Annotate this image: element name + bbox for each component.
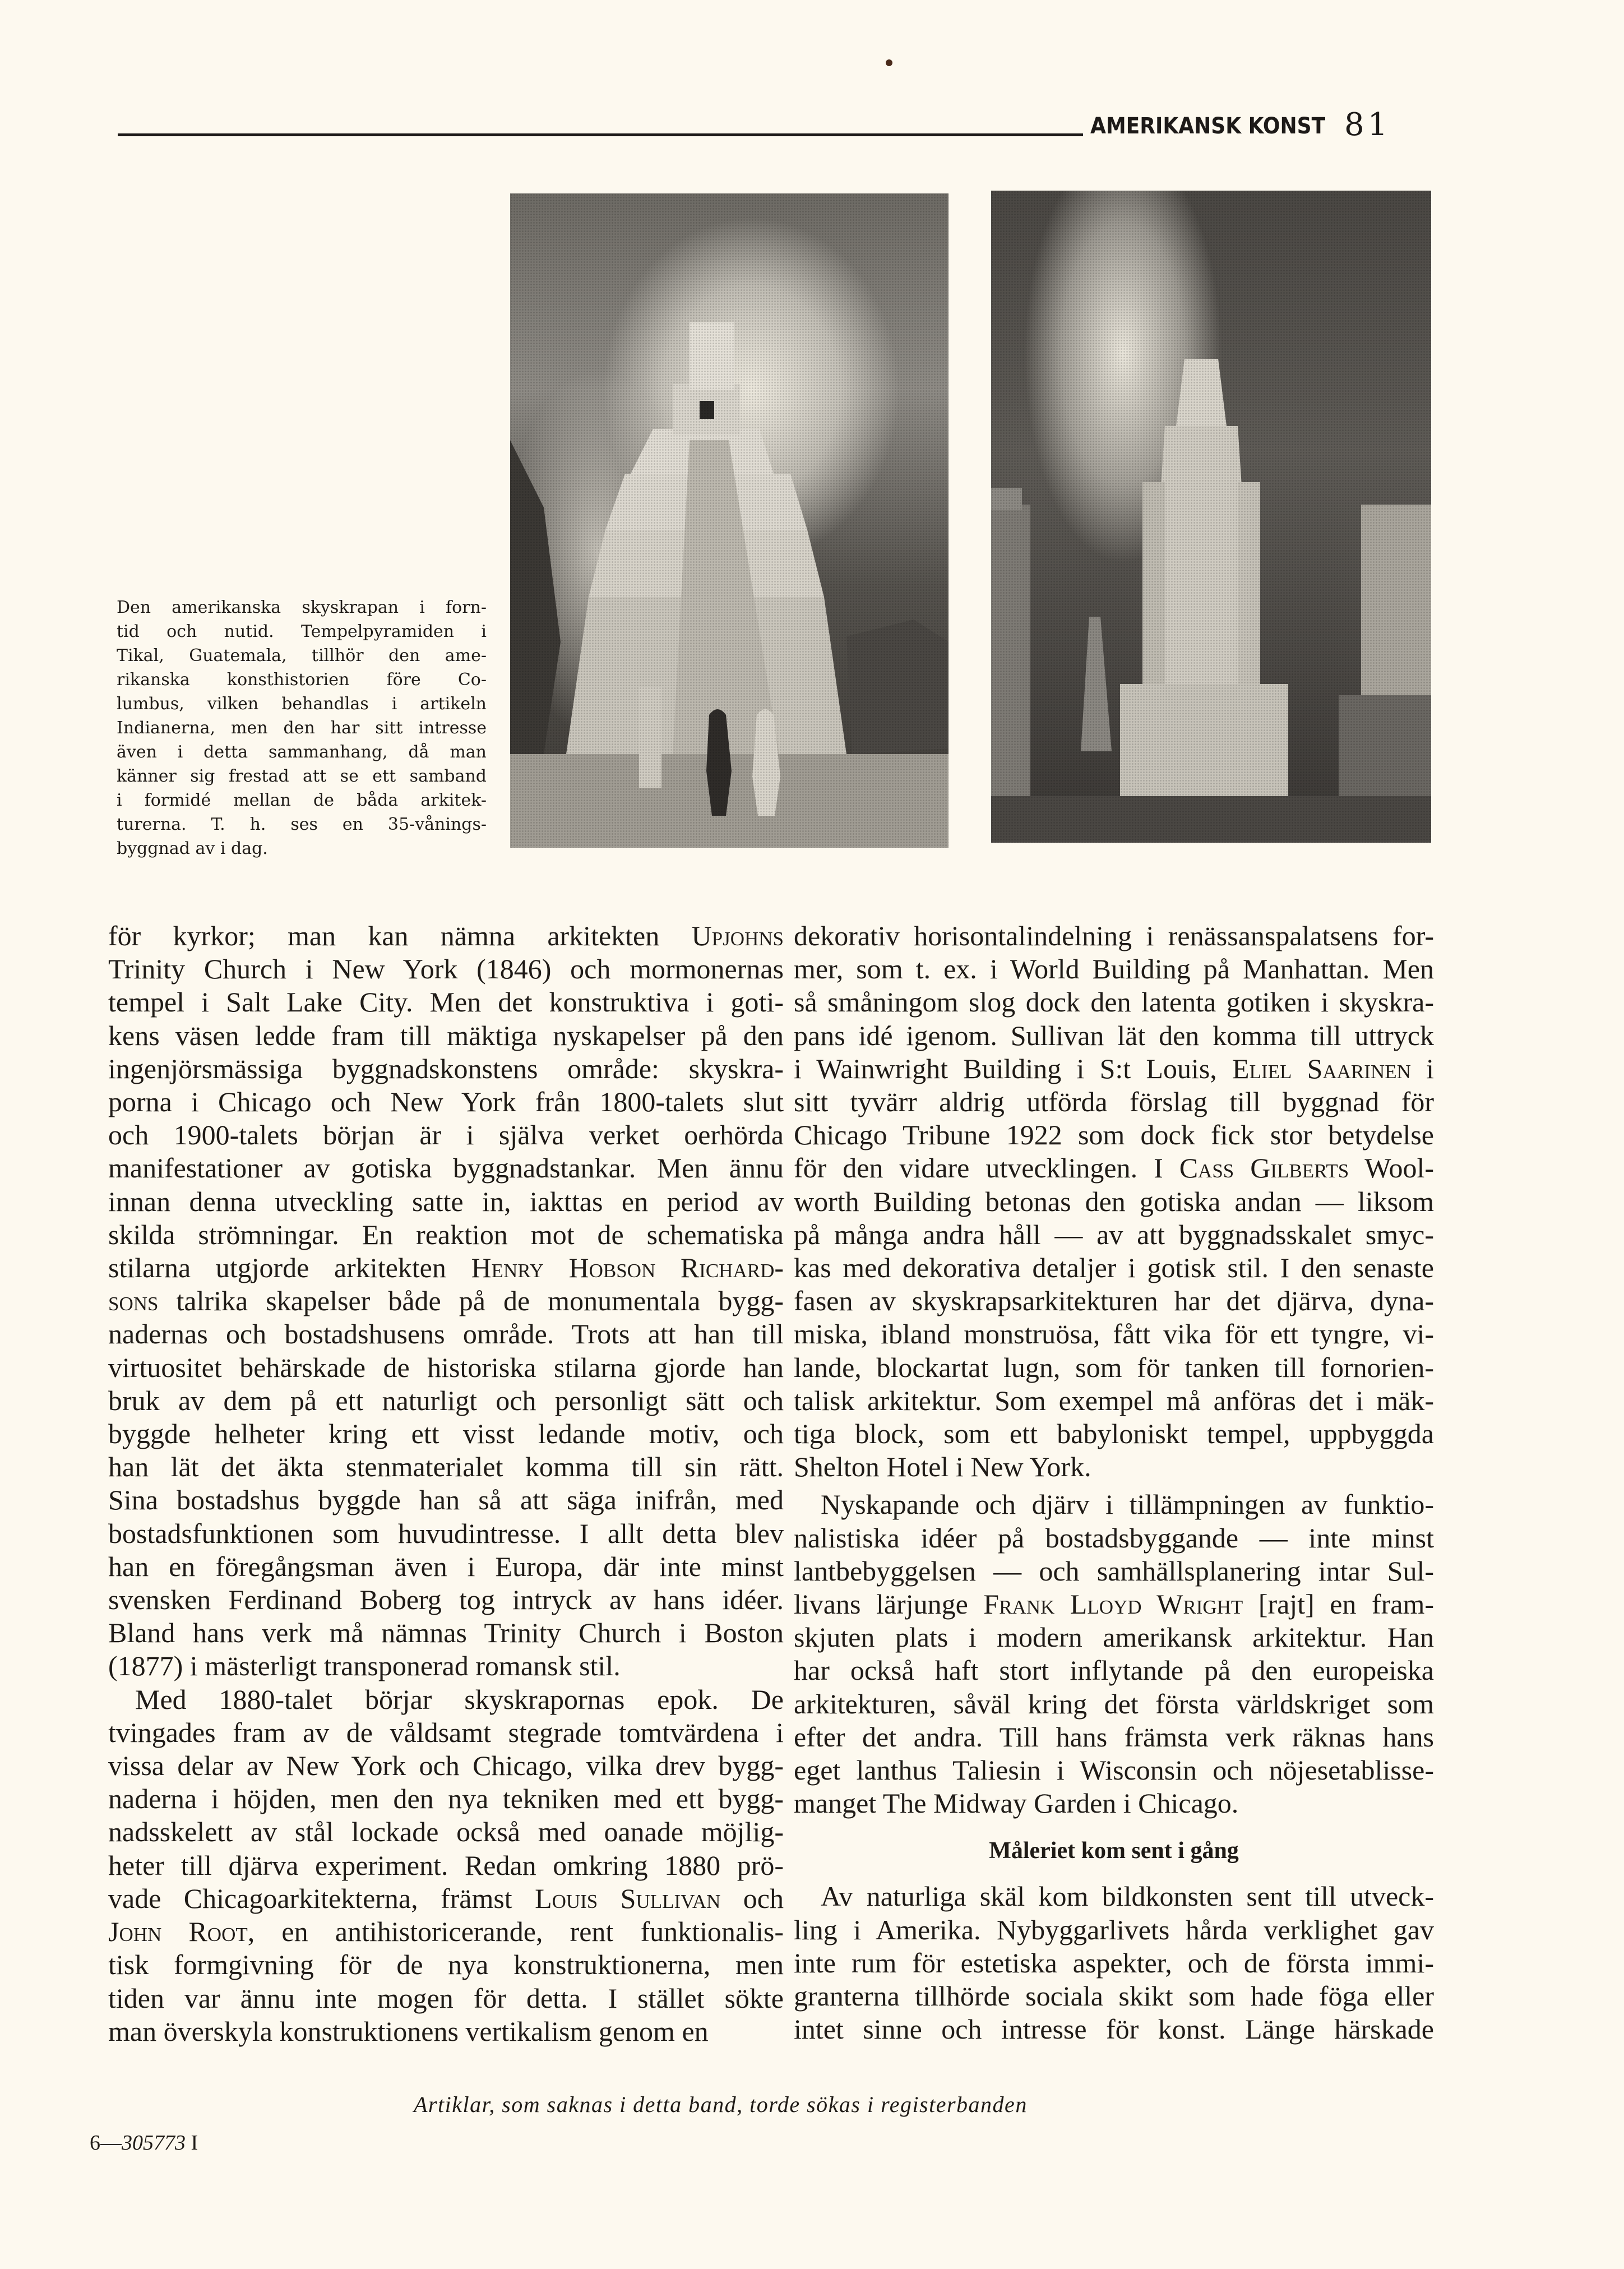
text-line xyxy=(794,1688,1434,1721)
text-run: byggde helheter kring ett visst ledande motiv, och xyxy=(108,1418,784,1450)
text-run: inte rum för estetiska aspekter, och de första immi- xyxy=(794,1947,1434,1979)
text-line xyxy=(794,1488,1434,1521)
caption-line: lumbus, vilken behandlas i artikeln xyxy=(117,694,487,714)
halftone-texture xyxy=(510,193,949,848)
text-line xyxy=(108,1782,784,1815)
caption-line: Den amerikanska skyskrapan i forn- xyxy=(117,598,487,617)
text-run: man överskyla konstruktionens vertikalism genom en xyxy=(108,2015,709,2047)
text-line xyxy=(108,1152,784,1185)
text-run: skilda strömningar. En reaktion mot de schematiska xyxy=(108,1218,784,1250)
figure-caption xyxy=(117,595,487,861)
caption-line: rikanska konsthistorien före Co- xyxy=(117,670,487,690)
text-run: Av naturliga skäl kom bildkonsten sent till utveck- xyxy=(821,1880,1434,1912)
text-line xyxy=(108,1417,784,1450)
signature-number: 305773 xyxy=(122,2131,186,2155)
text-line xyxy=(794,986,1434,1019)
text-line xyxy=(108,1185,784,1218)
text-column-left xyxy=(108,919,784,2048)
text-line xyxy=(108,1119,784,1152)
text-run: kens väsen ledde fram till mäktiga nyskapelser på den xyxy=(108,1019,784,1051)
text-run: granterna tillhörde sociala skikt som hade föga eller xyxy=(794,1980,1434,2012)
text-line xyxy=(108,1583,784,1616)
running-title: AMERIKANSK KONST xyxy=(1090,113,1326,139)
text-line xyxy=(108,1517,784,1550)
text-line xyxy=(794,1555,1434,1588)
text-run: Bland hans verk må nämnas Trinity Church i Boston xyxy=(108,1617,784,1649)
text-line xyxy=(108,2015,784,2048)
text-run: ingenjörsmässiga byggnadskonstens område: skyskra- xyxy=(108,1052,784,1084)
caption-line: i formidé mellan de båda arkitek- xyxy=(117,791,487,810)
text-line xyxy=(108,1484,784,1517)
text-run: svensken Ferdinand Boberg tog intryck av hans idéer. xyxy=(108,1584,784,1616)
text-line xyxy=(108,1550,784,1583)
text-run: sitt tyvärr aldrig utförda förslag till byggnad för xyxy=(794,1086,1434,1118)
proper-name-small-caps: John Root xyxy=(108,1916,248,1948)
proper-name-small-caps: Eliel Saarinen xyxy=(1232,1052,1411,1084)
text-run: heter till djärva experiment. Redan omkring 1880 prö- xyxy=(108,1849,784,1881)
text-line xyxy=(794,1218,1434,1251)
text-column-right xyxy=(794,919,1434,2046)
page-number: 81 xyxy=(1344,107,1391,143)
section-subheading: Måleriet kom sent i gång xyxy=(989,1838,1239,1864)
text-run: Med 1880-talet börjar skyskrapornas epok. De xyxy=(135,1683,784,1715)
text-line xyxy=(794,1787,1434,1820)
figure-tikal-temple-pyramid xyxy=(510,193,949,848)
proper-name-small-caps: Louis Sullivan xyxy=(535,1882,721,1914)
halftone-texture xyxy=(991,191,1431,843)
text-run: virtuositet behärskade de historiska stilarna gjorde han xyxy=(108,1351,784,1383)
text-line xyxy=(108,1749,784,1782)
text-run: på många andra håll — av att byggnadsskalet smyc- xyxy=(794,1218,1434,1250)
header-rule xyxy=(118,133,1083,136)
text-run: porna i Chicago och New York från 1800-talets slut xyxy=(108,1086,784,1118)
text-run: tempel i Salt Lake City. Men det konstruktiva i goti- xyxy=(108,986,784,1018)
text-line xyxy=(108,986,784,1019)
text-run: för kyrkor; man kan nämna arkitekten xyxy=(108,920,692,951)
text-run: Wool- xyxy=(1349,1152,1435,1184)
text-run: Trinity Church i New York (1846) och mormonernas xyxy=(108,953,784,985)
text-run: eget lanthus Taliesin i Wisconsin och nöjesetablisse- xyxy=(794,1754,1434,1786)
text-line xyxy=(794,1085,1434,1119)
proper-name-small-caps: Frank Lloyd Wright xyxy=(983,1588,1243,1620)
text-line xyxy=(108,1948,784,1981)
text-line xyxy=(794,1880,1434,1913)
text-run: nadsskelett av stål lockade också med oanade möjlig- xyxy=(108,1816,784,1848)
text-line xyxy=(108,1982,784,2015)
text-run: och 1900-talets början är i själva verket oerhörda xyxy=(108,1119,784,1151)
text-run: Nyskapande och djärv i tillämpningen av funktio- xyxy=(821,1489,1434,1521)
text-line xyxy=(108,1450,784,1484)
text-run: så småningom slog dock den latenta gotiken i skyskra- xyxy=(794,986,1434,1018)
text-run: [rajt] en fram- xyxy=(1243,1588,1435,1620)
text-run: skjuten plats i modern amerikansk arkitektur. Han xyxy=(794,1621,1434,1653)
text-run: naderna i höjden, men den nya tekniken med ett bygg- xyxy=(108,1783,784,1815)
text-run: manifestationer av gotiska byggnadstankar. Men ännu xyxy=(108,1152,784,1184)
text-run: efter det andra. Till hans främsta verk räknas hans xyxy=(794,1721,1434,1753)
text-run: talrika skapelser både på de monumentala bygg- xyxy=(158,1285,784,1317)
text-line xyxy=(794,1019,1434,1052)
text-run: miska, ibland monstruösa, fått vika för ett tyngre, vi- xyxy=(794,1318,1434,1350)
ink-speck xyxy=(886,59,892,66)
caption-line: tid och nutid. Tempelpyramiden i xyxy=(117,622,487,641)
proper-name-small-caps: Henry Hobson Richard- xyxy=(471,1252,784,1284)
text-run: talisk arkitektur. Som exempel må anföras det i mäk- xyxy=(794,1384,1434,1416)
text-run: Sina bostadshus byggde han så att säga inifrån, med xyxy=(108,1484,784,1516)
text-line xyxy=(794,1721,1434,1754)
caption-line: Tikal, Guatemala, tillhör den ame- xyxy=(117,646,487,666)
text-run: i Wainwright Building i S:t Louis, xyxy=(794,1052,1233,1084)
text-run: och xyxy=(720,1882,784,1914)
text-run: tvingades fram av de våldsamt stegrade tomtvärdena i xyxy=(108,1716,784,1748)
proper-name-small-caps: sons xyxy=(108,1285,159,1317)
text-line xyxy=(794,919,1434,953)
text-run: intet sinne och intresse för konst. Länge härskade xyxy=(794,2013,1434,2045)
text-line xyxy=(794,1417,1434,1450)
text-line xyxy=(108,1849,784,1882)
text-line xyxy=(794,1980,1434,2013)
caption-line: även i detta sammanhang, då man xyxy=(117,742,487,762)
text-line xyxy=(108,1351,784,1384)
text-run: han en föregångsman även i Europa, där inte minst xyxy=(108,1550,784,1582)
text-run: för den vidare utvecklingen. I xyxy=(794,1152,1179,1184)
text-run: manget The Midway Garden i Chicago. xyxy=(794,1787,1239,1819)
text-line xyxy=(108,1019,784,1052)
text-run: lantbebyggelsen — och samhällsplanering intar Sul- xyxy=(794,1555,1434,1587)
caption-line: känner sig frestad att se ett samband xyxy=(117,766,487,786)
text-line xyxy=(794,1947,1434,1980)
text-line xyxy=(794,1251,1434,1284)
text-line xyxy=(108,1716,784,1749)
text-run: lande, blockartat lugn, som för tanken till fornorien- xyxy=(794,1351,1434,1383)
text-run: mer, som t. ex. i World Building på Manhattan. Men xyxy=(794,953,1434,985)
text-line xyxy=(794,1914,1434,1947)
text-run: han lät det äkta stenmaterialet komma till sin rätt. xyxy=(108,1451,784,1483)
text-run: pans idé igenom. Sullivan lät den komma till uttryck xyxy=(794,1019,1434,1051)
text-run: tisk formgivning för de nya konstruktionerna, men xyxy=(108,1949,784,1981)
text-run: Shelton Hotel i New York. xyxy=(794,1451,1091,1483)
text-line xyxy=(108,1318,784,1351)
text-line xyxy=(794,953,1434,986)
text-run: (1877) i mästerligt transponerad romansk stil. xyxy=(108,1650,621,1682)
text-run: innan denna utveckling satte in, iakttas en period av xyxy=(108,1185,784,1217)
text-line xyxy=(794,1351,1434,1384)
text-run: har också haft stort inflytande på den europeiska xyxy=(794,1655,1434,1686)
caption-line: Indianerna, men den har sitt intresse xyxy=(117,718,487,738)
text-line xyxy=(794,1621,1434,1654)
text-run: fasen av skyskrapsarkitekturen har det djärva, dyna- xyxy=(794,1285,1434,1317)
text-line xyxy=(794,1654,1434,1687)
text-line xyxy=(108,919,784,953)
caption-line: turerna. T. h. ses en 35-vånings- xyxy=(117,815,487,834)
text-run: bruk av dem på ett naturligt och personligt sätt och xyxy=(108,1384,784,1416)
text-line xyxy=(108,1085,784,1119)
text-run: nadernas och bostadshusens område. Trots att han till xyxy=(108,1318,784,1350)
text-line xyxy=(108,1915,784,1948)
signature-suffix: I xyxy=(186,2131,198,2155)
text-run: vade Chicagoarkitekterna, främst xyxy=(108,1882,535,1914)
text-line xyxy=(108,1882,784,1915)
text-line xyxy=(108,1683,784,1716)
text-line xyxy=(794,1384,1434,1417)
text-run: vissa delar av New York och Chicago, vilka drev bygg- xyxy=(108,1750,784,1782)
figure-modern-skyscraper xyxy=(991,191,1431,843)
printer-signature xyxy=(90,2131,198,2155)
text-line xyxy=(794,1588,1434,1621)
text-line xyxy=(108,1284,784,1318)
text-run: , en antihistoricerande, rent funktionalis- xyxy=(247,1916,784,1948)
text-line xyxy=(108,1616,784,1649)
text-line xyxy=(794,1052,1434,1085)
proper-name-small-caps: Upjohns xyxy=(691,920,784,951)
text-line xyxy=(794,1119,1434,1152)
text-line xyxy=(794,1152,1434,1185)
text-run: nalistiska idéer på bostadsbyggande — inte minst xyxy=(794,1522,1434,1554)
text-run: ling i Amerika. Nybyggarlivets hårda verklighet gav xyxy=(794,1914,1434,1945)
text-run: stilarna utgjorde arkitekten xyxy=(108,1252,471,1284)
text-run: kas med dekorativa detaljer i gotisk stil. I den senaste xyxy=(794,1252,1434,1284)
footer-note: Artiklar, som saknas i detta band, torde sökas i registerbanden xyxy=(414,2092,1028,2117)
proper-name-small-caps: Cass Gilberts xyxy=(1179,1152,1349,1184)
text-run: tiden var ännu inte mogen för detta. I stället sökte xyxy=(108,1982,784,2014)
section-paragraph xyxy=(794,1880,1434,2046)
text-line xyxy=(794,1185,1434,1218)
signature-prefix: 6— xyxy=(90,2131,122,2155)
text-run: worth Building betonas den gotiska andan — liksom xyxy=(794,1185,1434,1217)
text-run: bostadsfunktionen som huvudintresse. I allt detta blev xyxy=(108,1517,784,1549)
text-run: i xyxy=(1410,1052,1434,1084)
text-line xyxy=(108,1649,784,1683)
text-line xyxy=(794,1754,1434,1787)
text-line xyxy=(794,1318,1434,1351)
text-line xyxy=(794,2013,1434,2046)
text-line xyxy=(108,1384,784,1417)
text-run: dekorativ horisontalindelning i renässanspalatsens for- xyxy=(794,920,1434,951)
text-line xyxy=(108,1251,784,1284)
text-run: arkitekturen, såväl kring det första världskriget som xyxy=(794,1688,1434,1720)
text-line xyxy=(794,1284,1434,1318)
caption-line: byggnad av i dag. xyxy=(117,839,268,858)
text-line xyxy=(108,1218,784,1251)
text-run: Chicago Tribune 1922 som dock fick stor betydelse xyxy=(794,1119,1434,1151)
text-line xyxy=(108,953,784,986)
text-line xyxy=(108,1815,784,1849)
text-run: livans lärjunge xyxy=(794,1588,984,1620)
text-line xyxy=(794,1522,1434,1555)
text-line xyxy=(794,1450,1434,1484)
text-line xyxy=(108,1052,784,1085)
text-run: tiga block, som ett babyloniskt tempel, uppbyggda xyxy=(794,1418,1434,1450)
